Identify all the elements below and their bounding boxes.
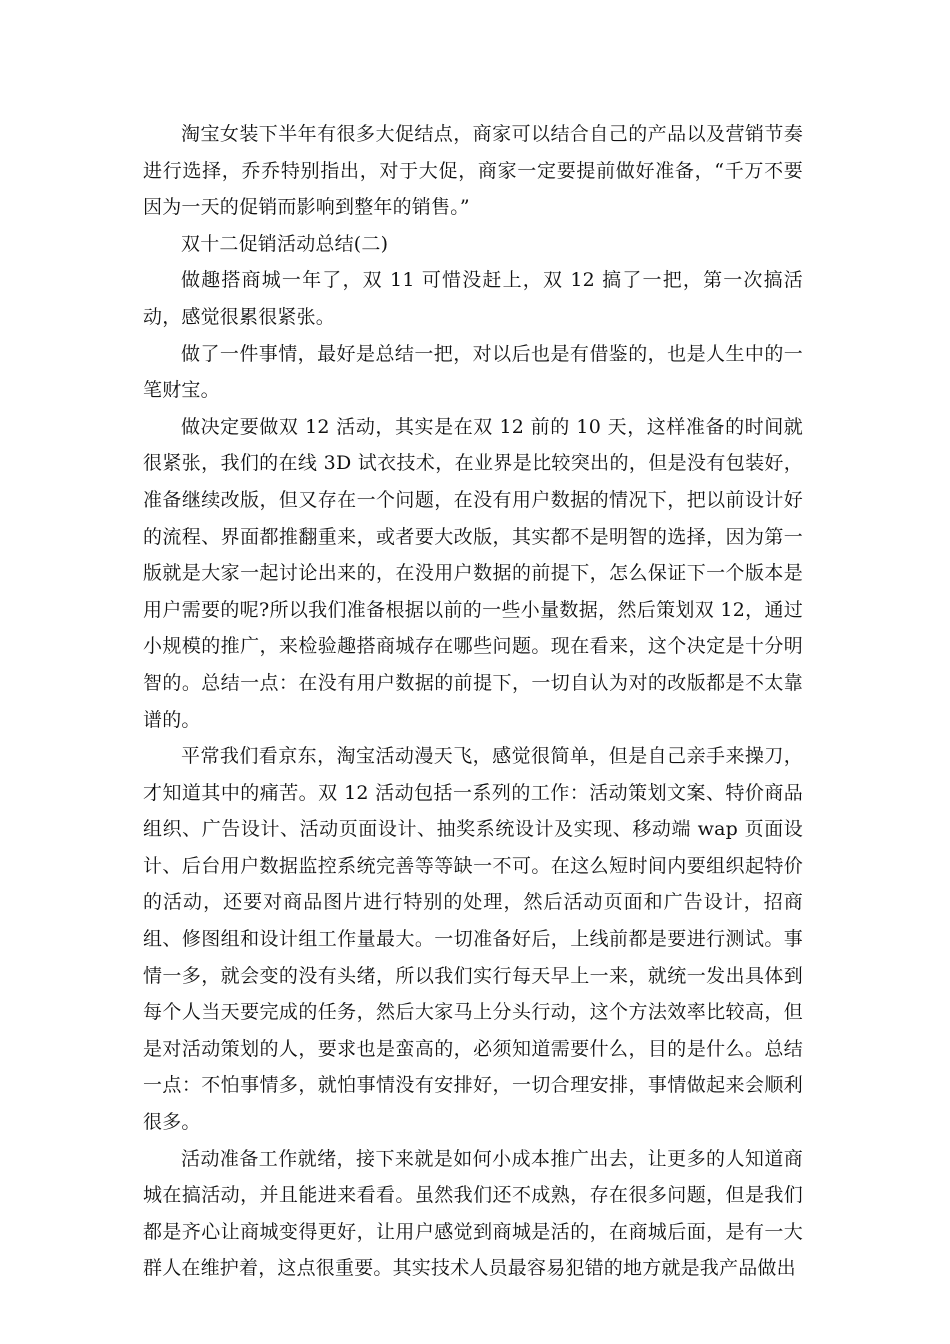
paragraph: 活动准备工作就绪，接下来就是如何小成本推广出去，让更多的人知道商城在搞活动，并且能进来看看。虽然我们还不成熟，存在很多问题，但是我们都是齐心让商城变得更好，让用户感觉到商城是活的，在商城后面，是有一大群人在维护着，这点很重要。其实技术人员最容易犯错的地方就是我产品做出 <box>143 1147 803 1280</box>
paragraph: 做决定要做双 12 活动，其实是在双 12 前的 10 天，这样准备的时间就很紧张，我们的在线 3D 试衣技术，在业界是比较突出的，但是没有包装好，准备继续改版，但又存在一个问题，在没有用户数据的情况下，把以前设计好的流程、界面都推翻重来，或者要大改版，其实都不是明智的选择，因为第一版就是大家一起讨论出来的，在没用户数据的前提下，怎么保证下一个版本是用户需要的呢?所以我们准备根据以前的一些小量数据，然后策划双 12，通过小规模的推广，来检验趣搭商城存在哪些问题。现在看来，这个决定是十分明智的。总结一点：在没有用户数据的前提下，一切自认为对的改版都是不太靠谱的。 <box>143 415 803 731</box>
paragraph: 平常我们看京东，淘宝活动漫天飞，感觉很简单，但是自己亲手来操刀，才知道其中的痛苦。双 12 活动包括一系列的工作：活动策划文案、特价商品组织、广告设计、活动页面设计、抽奖系统设计及实现、移动端 wap 页面设计、后台用户数据监控系统完善等等缺一不可。在这么短时间内要组织起特价的活动，还要对商品图片进行特别的处理，然后活动页面和广告设计，招商组、修图组和设计组工作量最大。一切准备好后，上线前都是要进行测试。事情一多，就会变的没有头绪，所以我们实行每天早上一来，就统一发出具体到每个人当天要完成的任务，然后大家马上分头行动，这个方法效率比较高，但是对活动策划的人，要求也是蛮高的，必须知道需要什么，目的是什么。总结一点：不怕事情多，就怕事情没有安排好，一切合理安排，事情做起来会顺利很多。 <box>143 745 803 1134</box>
paragraph-intro: 淘宝女装下半年有很多大促结点，商家可以结合自己的产品以及营销节奏进行选择，乔乔特别指出，对于大促，商家一定要提前做好准备，“千万不要因为一天的促销而影响到整年的销售。” <box>143 123 803 219</box>
article-body <box>143 116 803 1287</box>
paragraph: 做了一件事情，最好是总结一把，对以后也是有借鉴的，也是人生中的一笔财宝。 <box>143 342 803 402</box>
section-heading: 双十二促销活动总结(二) <box>181 232 389 255</box>
paragraph: 做趣搭商城一年了，双 11 可惜没赶上，双 12 搞了一把，第一次搞活动，感觉很累很紧张。 <box>143 269 803 328</box>
